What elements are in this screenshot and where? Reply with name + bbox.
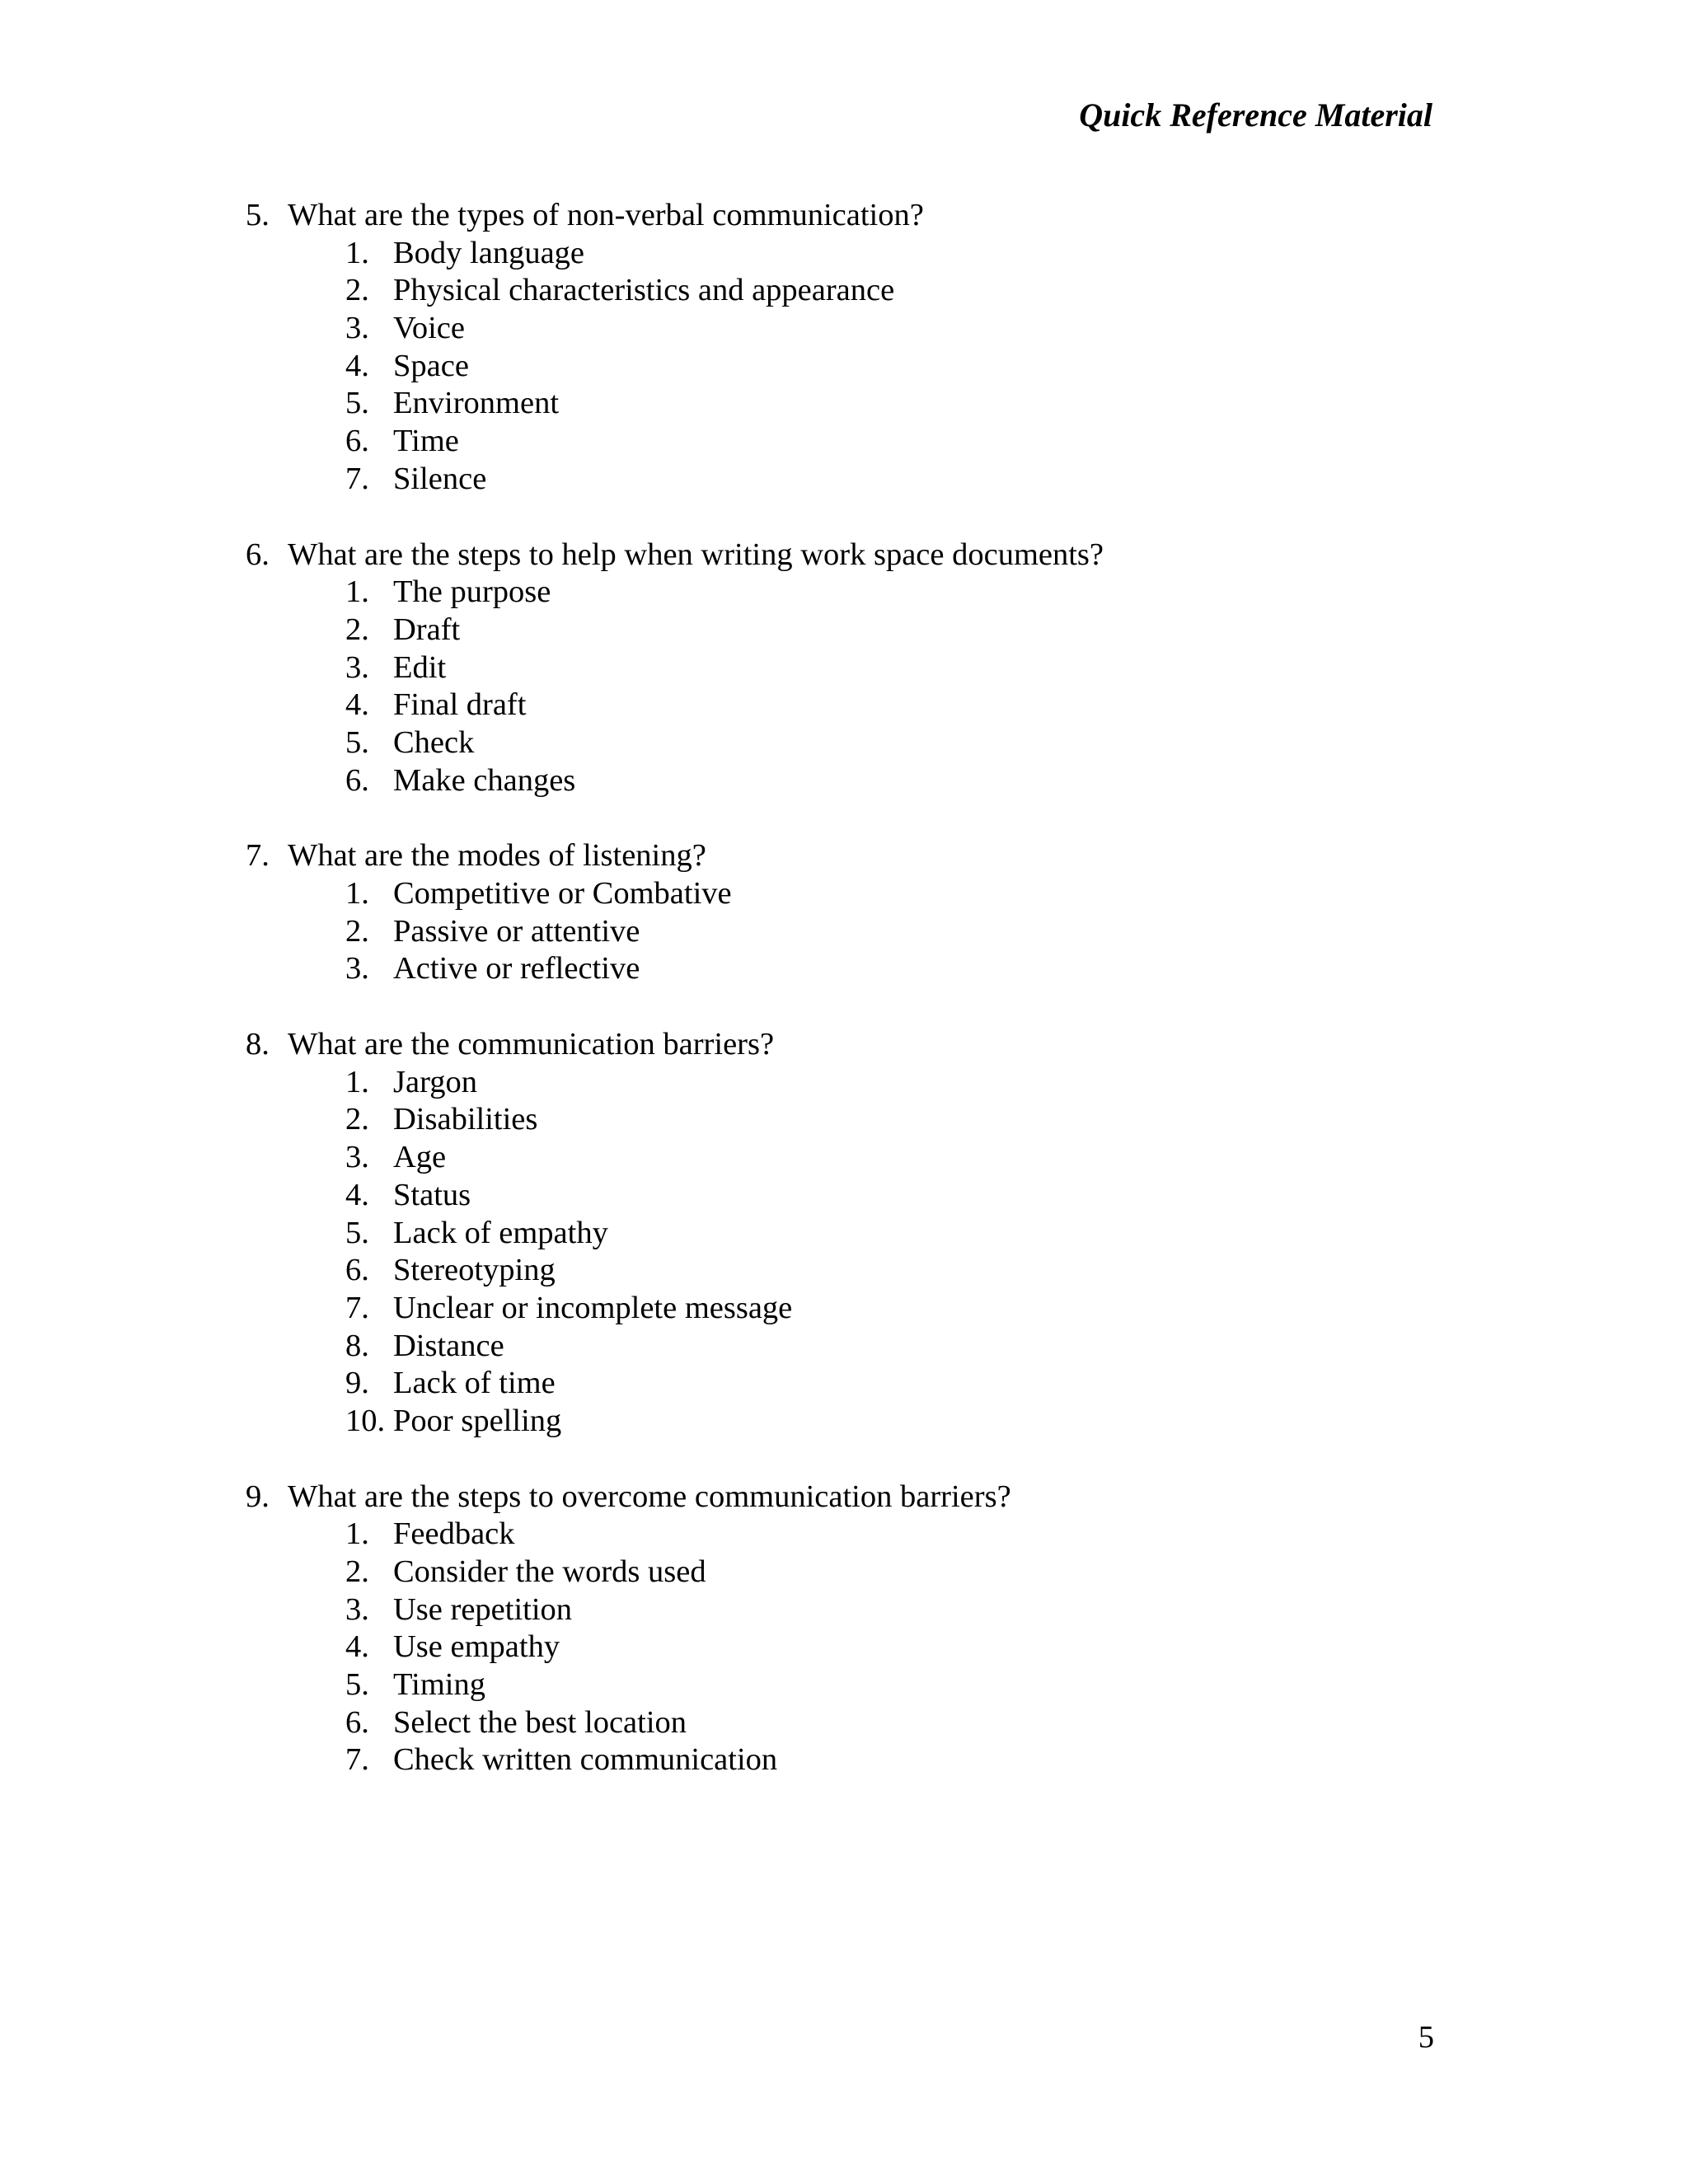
list-item-text: Unclear or incomplete message [393, 1290, 793, 1325]
list-item [246, 875, 1482, 913]
list-item [246, 649, 1482, 687]
list-item-number: 6. [345, 1253, 369, 1288]
list-item [246, 1101, 1482, 1139]
list-item-number: 9. [345, 1366, 369, 1401]
list-item-number: 3. [345, 649, 369, 685]
question-number: 5. [246, 198, 270, 232]
list-item [246, 385, 1482, 423]
list-item-text: Consider the words used [393, 1554, 706, 1589]
list-item-text: Voice [393, 311, 465, 346]
list-item-text: Check [393, 724, 475, 760]
question-block [246, 197, 1482, 499]
list-item [246, 1064, 1482, 1102]
list-item-number: 7. [345, 1742, 369, 1778]
list-item-text: Age [393, 1140, 447, 1175]
list-item-text: Final draft [393, 687, 527, 723]
list-item-number: 6. [345, 762, 369, 798]
question-line [246, 197, 1482, 235]
list-item-number: 5. [345, 724, 369, 760]
question-text: What are the modes of listening? [288, 838, 706, 874]
list-item-number: 5. [345, 386, 369, 421]
question-block [246, 1479, 1482, 1780]
question-block [246, 837, 1482, 988]
list-item-text: Check written communication [393, 1742, 778, 1778]
list-item [246, 913, 1482, 951]
list-item-number: 7. [345, 1290, 369, 1325]
page-header-title: Quick Reference Material [1079, 96, 1432, 134]
list-item-text: Passive or attentive [393, 913, 640, 949]
list-item-text: Time [393, 424, 459, 459]
list-item-number: 10. [345, 1403, 386, 1438]
list-item-number: 4. [345, 348, 369, 383]
list-item-text: Environment [393, 386, 560, 421]
question-number: 8. [246, 1027, 270, 1062]
list-item-number: 2. [345, 1554, 369, 1589]
list-item [246, 1328, 1482, 1366]
list-item-number: 2. [345, 1102, 369, 1137]
list-item-number: 4. [345, 687, 369, 723]
list-item-number: 3. [345, 311, 369, 346]
page-number: 5 [1418, 2020, 1434, 2055]
list-item-text: Timing [393, 1667, 486, 1703]
list-item-text: Distance [393, 1328, 504, 1363]
list-item [246, 1516, 1482, 1554]
list-item-number: 3. [345, 1591, 369, 1627]
list-item [246, 950, 1482, 988]
question-text: What are the steps to overcome communication barriers? [288, 1479, 1011, 1514]
list-item [246, 1252, 1482, 1290]
list-item-number: 6. [345, 1704, 369, 1740]
list-item-number: 5. [345, 1215, 369, 1250]
list-item-number: 1. [345, 235, 369, 270]
list-item-text: Lack of empathy [393, 1215, 608, 1250]
list-item [246, 1290, 1482, 1328]
list-item-number: 3. [345, 951, 369, 987]
list-item [246, 461, 1482, 499]
list-item-text: Make changes [393, 762, 576, 798]
list-item-text: Competitive or Combative [393, 876, 732, 911]
question-number: 6. [246, 537, 270, 572]
list-item [246, 1177, 1482, 1215]
list-item-text: Silence [393, 461, 487, 496]
question-text: What are the communication barriers? [288, 1027, 775, 1062]
list-item [246, 1403, 1482, 1441]
list-item-number: 5. [345, 1667, 369, 1703]
list-item-number: 2. [345, 273, 369, 308]
list-item-text: Select the best location [393, 1704, 687, 1740]
list-item-text: Lack of time [393, 1366, 556, 1401]
list-item [246, 687, 1482, 724]
list-item [246, 724, 1482, 762]
list-item [246, 612, 1482, 649]
list-item [246, 1554, 1482, 1591]
list-item-text: Poor spelling [393, 1403, 562, 1438]
list-item-text: Draft [393, 612, 461, 647]
list-item-number: 7. [345, 461, 369, 496]
list-item [246, 1139, 1482, 1177]
list-item-text: Space [393, 348, 469, 383]
list-item [246, 1591, 1482, 1629]
list-item-text: Use repetition [393, 1591, 573, 1627]
list-item [246, 1215, 1482, 1253]
list-item [246, 235, 1482, 273]
list-item [246, 1704, 1482, 1742]
question-list [246, 197, 1482, 1817]
list-item-number: 8. [345, 1328, 369, 1363]
list-item [246, 348, 1482, 386]
list-item-number: 6. [345, 424, 369, 459]
list-item-number: 1. [345, 876, 369, 911]
list-item-text: Stereotyping [393, 1253, 556, 1288]
question-number: 9. [246, 1479, 270, 1514]
question-line [246, 537, 1482, 574]
list-item [246, 310, 1482, 348]
list-item [246, 1666, 1482, 1704]
list-item-text: Jargon [393, 1064, 477, 1099]
list-item-text: Use empathy [393, 1629, 560, 1665]
list-item-text: Physical characteristics and appearance [393, 273, 895, 308]
question-line [246, 1026, 1482, 1064]
list-item-text: Edit [393, 649, 447, 685]
question-text: What are the steps to help when writing work space documents? [288, 537, 1104, 572]
list-item-number: 1. [345, 1516, 369, 1552]
list-item-number: 4. [345, 1177, 369, 1212]
list-item-number: 2. [345, 612, 369, 647]
question-line [246, 1479, 1482, 1516]
list-item-text: Body language [393, 235, 585, 270]
list-item-text: Disabilities [393, 1102, 538, 1137]
list-item [246, 272, 1482, 310]
question-number: 7. [246, 838, 270, 874]
list-item [246, 1365, 1482, 1403]
list-item-text: Status [393, 1177, 471, 1212]
list-item-number: 2. [345, 913, 369, 949]
list-item [246, 423, 1482, 461]
list-item-text: The purpose [393, 574, 551, 610]
list-item-text: Active or reflective [393, 951, 640, 987]
question-line [246, 837, 1482, 875]
list-item [246, 1741, 1482, 1779]
list-item [246, 762, 1482, 800]
list-item-text: Feedback [393, 1516, 515, 1552]
list-item-number: 1. [345, 1064, 369, 1099]
question-block [246, 537, 1482, 800]
list-item-number: 1. [345, 574, 369, 610]
list-item-number: 4. [345, 1629, 369, 1665]
list-item [246, 574, 1482, 612]
list-item-number: 3. [345, 1140, 369, 1175]
question-text: What are the types of non-verbal communication? [288, 198, 924, 232]
list-item [246, 1629, 1482, 1666]
question-block [246, 1026, 1482, 1441]
